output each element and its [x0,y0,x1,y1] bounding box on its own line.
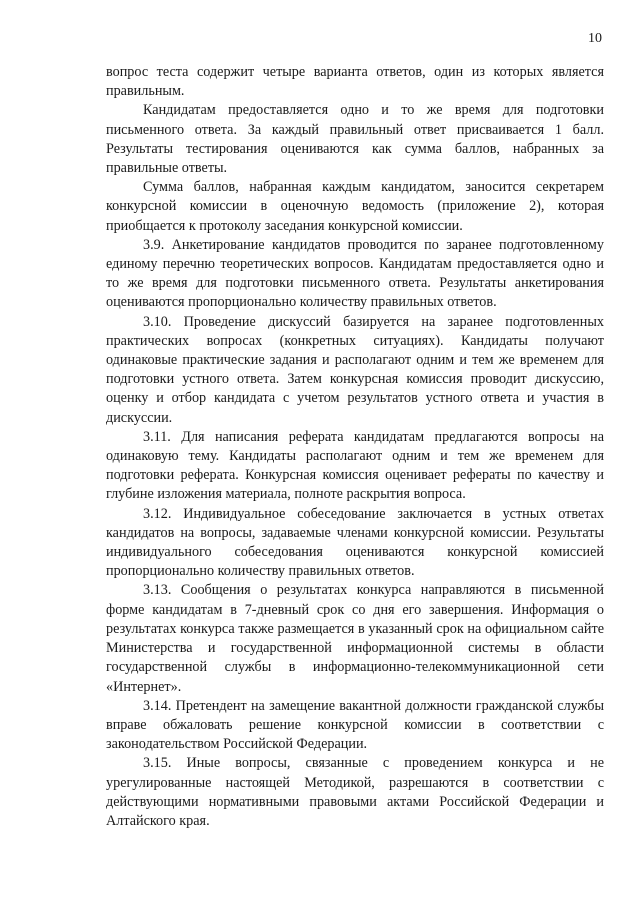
paragraph-3-13-results-notice: 3.13. Сообщения о результатах конкурса направляются в письменной форме кандидатам в 7-дневный срок со дня его завершения. Информация о результатах конкурса также размещается в указанный срок на официальном сайте Министерства и государственной информационной системы в области государственной службы в информационно-телекоммуникационной сети «Интернет». [106,582,604,695]
page-number: 10 [588,31,602,46]
paragraph-score-recording: Сумма баллов, набранная каждым кандидатом, заносится секретарем конкурсной комиссии в оценочную ведомость (приложение 2), которая приобщается к протоколу заседания конкурсной комиссии. [106,179,604,234]
document-body [106,63,604,831]
paragraph-3-15-other-questions: 3.15. Иные вопросы, связанные с проведением конкурса и не урегулированные настоящей Методикой, разрешаются в соответствии с действующими нормативными правовыми актами Российской Федерации и Алтайского края. [106,755,604,829]
paragraph-3-9-questionnaire: 3.9. Анкетирование кандидатов проводится по заранее подготовленному единому перечню теоретических вопросов. Кандидатам предоставляется одно и то же время для подготовки письменного ответа. Результаты анкетирования оцениваются пропорционально количеству правильных ответов. [106,236,604,311]
paragraph-3-10-discussions: 3.10. Проведение дискуссий базируется на заранее подготовленных практических вопросах (конкретных ситуациях). Кандидаты получают одинаковые практические задания и располагают одним и тем же временем для подготовки устного ответа. Затем конкурсная комиссия проводит дискуссию, оценку и отбор кандидата с учетом результатов устного ответа и участия в дискуссии. [106,313,604,426]
paragraph-3-12-interview: 3.12. Индивидуальное собеседование заключается в устных ответах кандидатов на вопросы, задаваемые членами конкурсной комиссии. Результаты индивидуального собеседования оцениваются конкурсной комиссией пропорционально количеству правильных ответов. [106,505,604,580]
paragraph-test-scoring: Кандидатам предоставляется одно и то же время для подготовки письменного ответа. За каждый правильный ответ присваивается 1 балл. Результаты тестирования оцениваются как сумма баллов, набранных за правильные ответы. [106,102,604,177]
paragraph-test-question-options: вопрос теста содержит четыре варианта ответов, один из которых является правильным. [106,64,604,100]
paragraph-3-14-appeal: 3.14. Претендент на замещение вакантной должности гражданской службы вправе обжаловать решение конкурсной комиссии в соответствии с законодательством Российской Федерации. [106,697,604,753]
paragraph-3-11-essay: 3.11. Для написания реферата кандидатам предлагаются вопросы на одинаковую тему. Кандидаты располагают одним и тем же временем для подготовки реферата. Конкурсная комиссия оценивает рефераты по качеству и глубине изложения материала, полноте раскрытия вопроса. [106,428,604,503]
